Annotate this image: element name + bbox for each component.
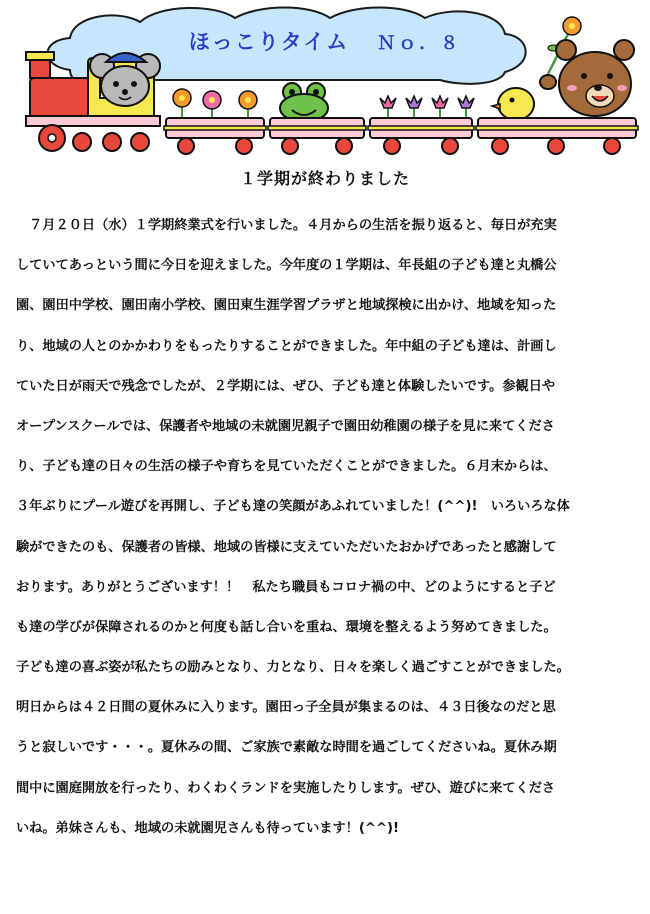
body-line: うと寂しいです・・・。夏休みの間、ご家族で素敵な時間を過ごしてくださいね。夏休み期	[16, 740, 557, 756]
train-car-2	[268, 118, 366, 154]
chick-icon	[492, 88, 534, 120]
train-car-3	[368, 118, 474, 154]
body-line: も達の学びが保障されるのかと何度も話し合いを重ね、環境を整えるよう努めてきました。	[16, 619, 557, 635]
article-heading: １学期が終わりました	[239, 169, 410, 188]
body-line: ていた日が雨天で残念でしたが、２学期には、ぜひ、子ども達と体験したいです。参観日や	[16, 378, 556, 394]
body-line: り、子ども達の日々の生活の様子や育ちを見ていただくことができました。６月末からは、	[16, 459, 557, 475]
body-line: ７月２０日（水）１学期終業式を行いました。４月からの生活を振り返ると、毎日が充実	[16, 218, 557, 233]
body-line: おります。ありがとうございます！！ 私たち職員もコロナ禍の中、どのようにすると子ど	[16, 579, 556, 595]
newsletter-title-text: ほっこりタイム	[188, 30, 350, 54]
issue-number: Ｎｏ．８	[377, 33, 462, 54]
body-line: り、地域の人とのかかわりをもったりすることができました。年中組の子ども達は、計画し	[16, 338, 557, 354]
body-line: 明日からは４２日間の夏休みに入ります。園田っ子全員が集まるのは、４３日後なのだと思	[16, 700, 556, 716]
body-line: 園、園田中学校、園田南小学校、園田東生涯学習プラザと地域探検に出かけ、地域を知った	[16, 298, 557, 314]
header-illustration	[0, 0, 650, 165]
frog-icon	[280, 83, 328, 122]
body-line: ３年ぶりにプール遊びを再開し、子ども達の笑顔があふれていました！(^^)! いろいろな体	[16, 499, 570, 515]
body-line: 子ども達の喜ぶ姿が私たちの励みとなり、力となり、日々を楽しく過ごすことができました。	[16, 660, 570, 676]
body-line: いね。弟妹さんも、地域の未就園児さんも待っています！(^^)!	[16, 820, 400, 836]
newsletter-title	[0, 26, 650, 56]
body-line: 間中に園庭開放を行ったり、わくわくランドを実施したりします。ぜひ、遊びに来てくださ	[16, 780, 556, 796]
body-line: オープンスクールでは、保護者や地域の未就園児親子で園田幼稚園の様子を見に来てくださ	[16, 418, 555, 434]
train-car-4	[476, 118, 638, 154]
article-body	[16, 206, 634, 849]
train-car-1	[164, 118, 266, 154]
body-line: していてあっという間に今日を迎えました。今年度の１学期は、年長組の子ども達と丸橋公	[16, 258, 557, 274]
body-line: 験ができたのも、保護者の皆様、地域の皆様に支えていただいたおかげであったと感謝して	[16, 539, 557, 555]
